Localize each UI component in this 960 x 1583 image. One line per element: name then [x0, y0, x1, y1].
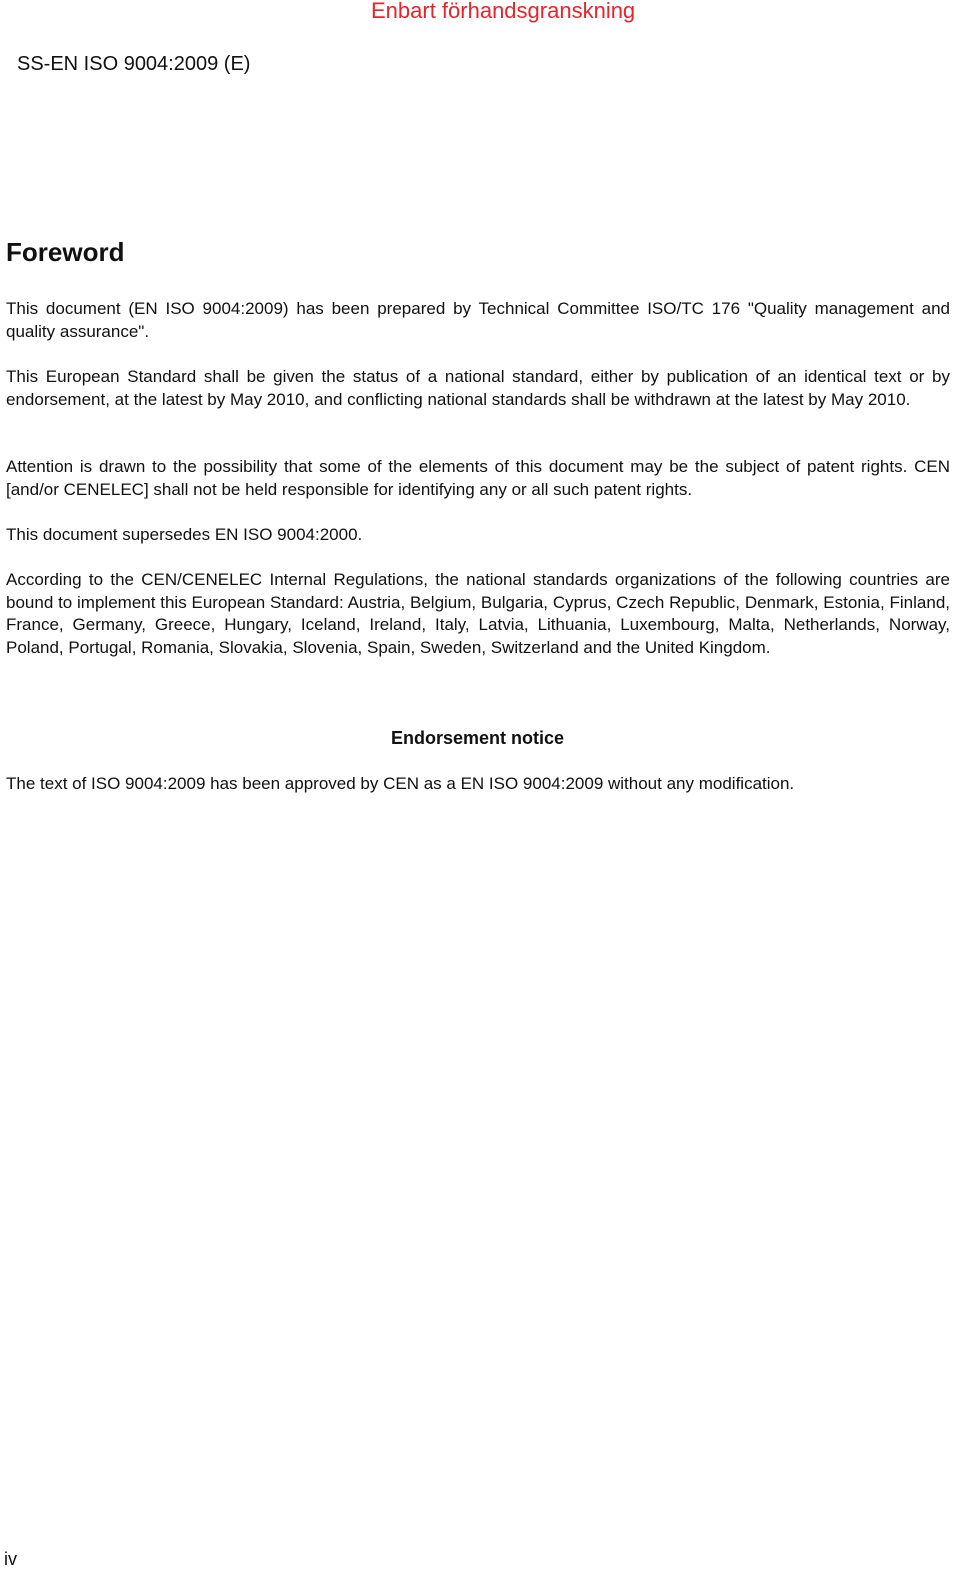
foreword-paragraph-status: This European Standard shall be given the status of a national standard, either by publication of an identical text or by endorsement, at the latest by May 2010, and conflicting national standards shall be withdrawn at the latest by May 2010. [6, 367, 950, 409]
foreword-heading: Foreword [6, 237, 125, 267]
preview-watermark: Enbart förhandsgranskning [371, 0, 636, 23]
document-id: SS-EN ISO 9004:2009 (E) [17, 53, 251, 75]
foreword-paragraph-supersedes: This document supersedes EN ISO 9004:2000. [6, 525, 363, 544]
endorsement-heading: Endorsement notice [390, 728, 565, 748]
foreword-paragraph-committee: This document (EN ISO 9004:2009) has been prepared by Technical Committee ISO/TC 176 "Quality management and quality assurance". [6, 299, 950, 341]
foreword-paragraph-patent: Attention is drawn to the possibility that some of the elements of this document may be the subject of patent rights. CEN [and/or CENELEC] shall not be held responsible for identifying any or all such patent rights. [6, 457, 950, 499]
endorsement-text: The text of ISO 9004:2009 has been approved by CEN as a EN ISO 9004:2009 without any modification. [6, 774, 795, 793]
foreword-paragraph-countries: According to the CEN/CENELEC Internal Regulations, the national standards organizations of the following countries are bound to implement this European Standard: Austria, Belgium, Bulgaria, Cyprus, Czech Republic, Denmark, Estonia, Finland, France, Germany, Greece, Hungary, Iceland, Ireland, Italy, Latvia, Lithuania, Luxembourg, Malta, Netherlands, Norway, Poland, Portugal, Romania, Slovakia, Slovenia, Spain, Sweden, Switzerland and the United Kingdom. [6, 570, 950, 657]
page-number: iv [4, 1549, 17, 1569]
